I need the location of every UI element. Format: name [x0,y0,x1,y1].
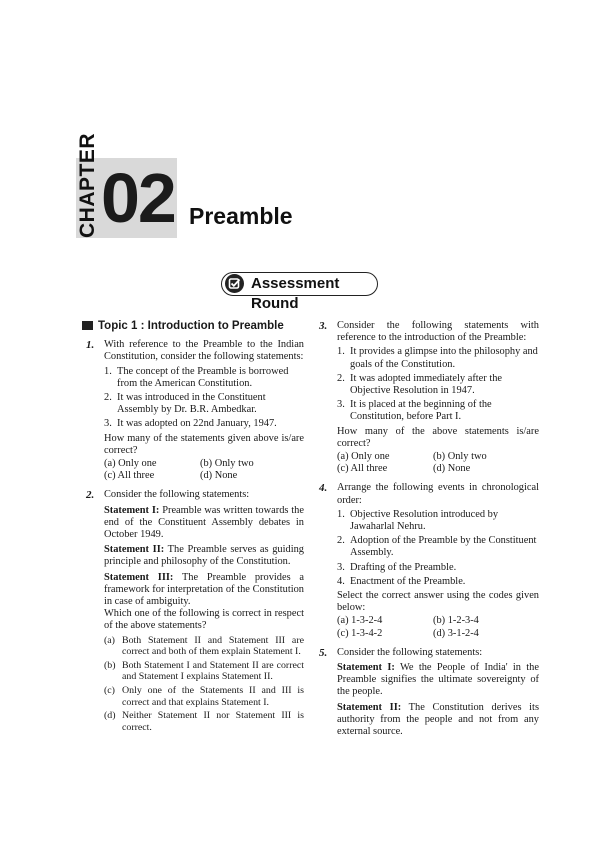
item-number: 3. [337,399,345,411]
option-c: (c) All three [337,463,388,475]
options-grid [104,458,304,482]
option-d: (d) None [200,470,238,482]
question-number: 2. [86,489,95,502]
list-item [104,418,304,430]
statement-text: We the People of India' in the Preamble signifies the ultimate sovereignty of the people. [337,662,539,698]
statement-1 [337,662,539,699]
list-item [337,399,539,423]
statement-label: Statement I: [104,504,160,516]
option-text: Both Statement I and Statement II are correct and Statement I explains Statement II. [122,659,304,683]
item-text: It provides a glimpse into the philosophy and goals of the Constitution. [350,346,538,370]
item-text: It is placed at the beginning of the Constitution, before Part I. [350,399,492,423]
option-b: (b) Only two [200,458,254,470]
list-item [337,535,539,559]
option-a [104,635,304,658]
item-number: 2. [104,392,112,404]
item-text: It was adopted on 22nd January, 1947. [117,418,277,430]
statement-list [104,366,304,431]
option-letter: (c) [104,685,115,697]
item-number: 3. [337,561,345,573]
option-a: (a) Only one [104,458,157,470]
option-d [104,710,304,733]
option-b: (b) Only two [433,451,487,463]
option-d: (d) 3-1-2-4 [433,627,479,639]
statement-3 [104,572,304,609]
statement-2 [104,544,304,568]
option-letter: (b) [104,659,116,671]
question-prompt: How many of the above statements is/are correct? [337,425,539,449]
option-text: Only one of the Statements II and III is correct and that explains Statement I. [122,685,304,708]
list-item [104,366,304,390]
list-item [337,509,539,533]
statement-label: Statement II: [104,544,165,556]
left-column [86,320,304,740]
question-number: 3. [319,320,328,332]
statement-text: The Constitution derives its authority from the people and not from any external source. [337,701,539,738]
item-number: 1. [337,508,345,520]
statement-1 [104,505,304,542]
question-stem: Arrange the following events in chronological order: [337,482,539,506]
item-text: It was adopted immediately after the Objective Resolution in 1947. [350,372,503,397]
statement-label: Statement II: [337,701,402,713]
option-b: (b) 1-2-3-4 [433,615,479,627]
chapter-title: Preamble [189,203,293,229]
option-a: (a) 1-3-2-4 [337,615,383,627]
item-number: 2. [337,372,345,384]
option-text: Neither Statement II nor Statement III is correct. [122,710,304,733]
statement-label: Statement I: [337,662,395,674]
chapter-number: 02 [101,159,175,237]
item-number: 1. [104,365,112,377]
list-item [337,562,539,574]
topic-label: Topic 1 : Introduction to Preamble [98,320,284,332]
list-item [104,392,304,416]
statement-text: Preamble was written towards the end of the Constituent Assembly debates in October 1949. [104,504,304,541]
options-grid [337,451,539,475]
question-stem: Consider the following statements: [104,489,250,501]
question-prompt: Which one of the following is correct in respect of the above statements? [104,608,304,632]
item-text: Adoption of the Preamble by the Constituent Assembly. [350,535,537,559]
list-item [337,373,539,397]
question-2 [86,489,304,733]
question-3 [319,320,539,475]
item-number: 1. [337,346,345,358]
question-prompt: How many of the statements given above is/are correct? [104,432,304,456]
section-heading-badge [221,272,378,312]
checkbox-icon [225,274,244,293]
option-letter: (d) [104,710,116,722]
item-number: 2. [337,535,345,547]
list-item [337,576,539,588]
question-number: 4. [319,482,328,495]
topic-heading [82,320,304,332]
option-text: Both Statement II and Statement III are correct and both of them explain Statement I. [122,634,304,658]
item-text: The concept of the Preamble is borrowed from the American Constitution. [117,365,289,389]
option-c: (c) All three [104,470,155,482]
option-c [104,685,304,708]
options-grid [337,615,539,639]
topic-bullet-icon [82,321,93,330]
statement-2 [337,702,539,739]
statement-text: The Preamble serves as guiding principle and philosophy of the Constitution. [104,544,304,568]
item-number: 3. [104,418,112,430]
list-item [337,346,539,370]
item-text: Enactment of the Preamble. [350,575,466,587]
item-text: Objective Resolution introduced by Jawaharlal Nehru. [350,508,499,533]
event-list [337,509,539,588]
question-1 [86,339,304,482]
question-prompt: Select the correct answer using the codes given below: [337,590,539,614]
question-number: 1. [86,339,95,352]
question-number: 5. [319,646,328,659]
statement-text: The Preamble provides a framework for interpretation of the Constitution in case of ambiguity. [104,571,305,608]
question-stem: Consider the following statements: [337,646,483,658]
question-5 [319,647,539,738]
option-d: (d) None [433,463,471,475]
right-column [319,320,539,745]
option-b [104,660,304,683]
section-heading: Assessment Round [251,275,340,312]
item-number: 4. [337,575,345,587]
question-stem: Consider the following statements with reference to the introduction of the Preamble: [337,320,539,344]
statement-label: Statement III: [104,571,174,583]
question-4 [319,482,539,639]
options-list [104,635,304,734]
question-stem: With reference to the Preamble to the Indian Constitution, consider the following statements: [104,339,304,363]
statement-list [337,346,539,423]
item-text: Drafting of the Preamble. [350,561,457,573]
option-c: (c) 1-3-4-2 [337,627,383,639]
chapter-label: CHAPTER [76,132,99,238]
option-letter: (a) [104,634,115,646]
item-text: It was introduced in the Constituent Assembly by Dr. B.R. Ambedkar. [117,392,266,416]
option-a: (a) Only one [337,451,390,463]
